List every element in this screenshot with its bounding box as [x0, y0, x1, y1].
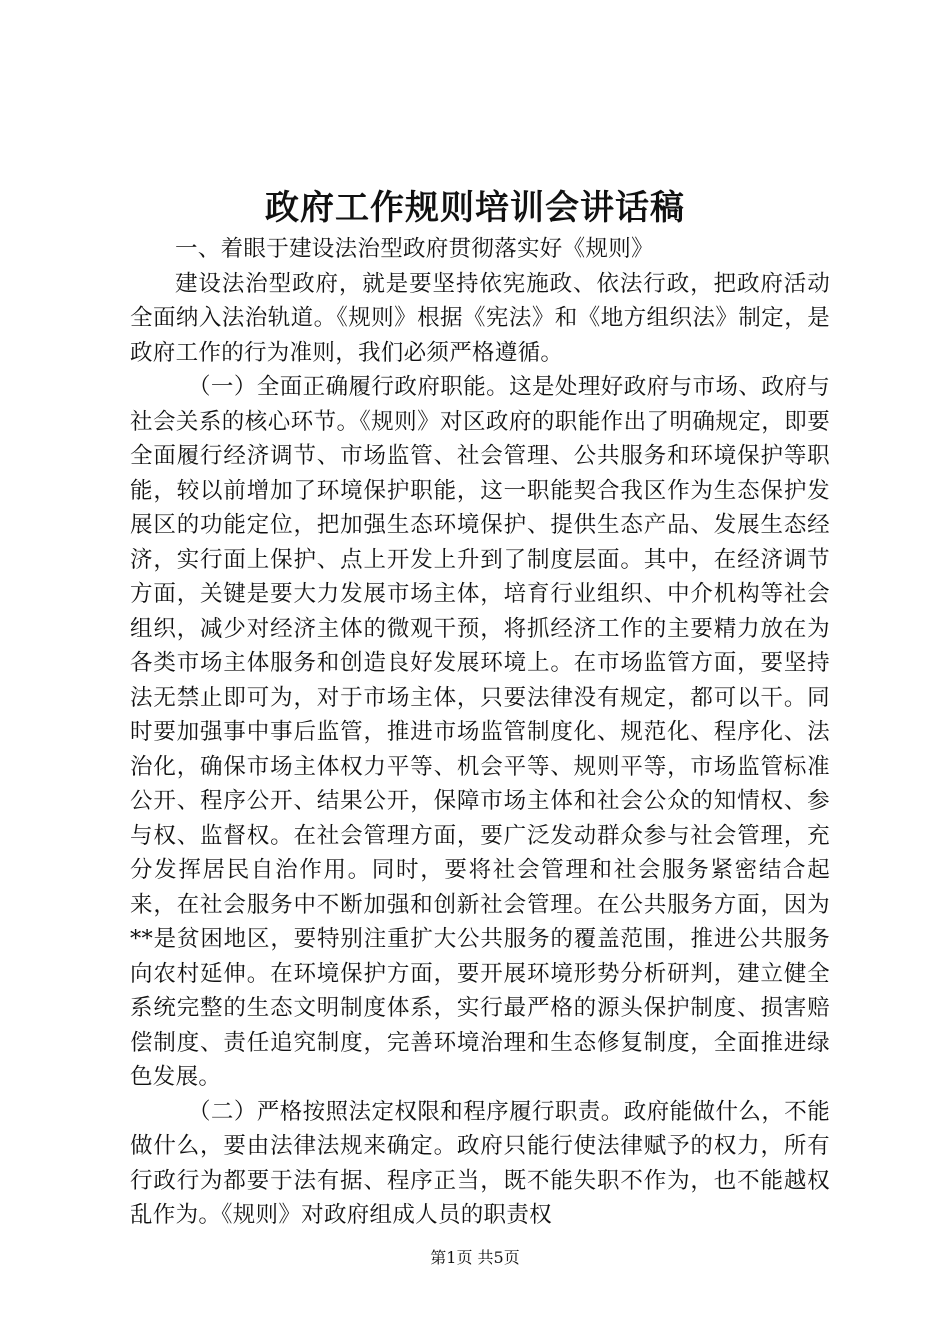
paragraph-part-two: （二）严格按照法定权限和程序履行职责。政府能做什么，不能做什么，要由法律法规来确定。政府只能行使法律赋予的权力，所有行政行为都要于法有据、程序正当，既不能失职不作为，也不能越权乱作为。《规则》对政府组成人员的职责权: [130, 1098, 830, 1228]
paragraph-intro: 建设法治型政府，就是要坚持依宪施政、依法行政，把政府活动全面纳入法治轨道。《规则》根据《宪法》和《地方组织法》制定，是政府工作的行为准则，我们必须严格遵循。: [130, 270, 830, 366]
section-heading: 一、着眼于建设法治型政府贯彻落实好《规则》: [175, 236, 654, 262]
document-title: 政府工作规则培训会讲话稿: [265, 188, 685, 228]
paragraph-part-one: （一）全面正确履行政府职能。这是处理好政府与市场、政府与社会关系的核心环节。《规则》对区政府的职能作出了明确规定，即要全面履行经济调节、市场监管、社会管理、公共服务和环境保护等职能，较以前增加了环境保护职能，这一职能契合我区作为生态保护发展区的功能定位，把加强生态环境保护、提供生态产品、发展生态经济，实行面上保护、点上开发上升到了制度层面。其中，在经济调节方面，关键是要大力发展市场主体，培育行业组织、中介机构等社会组织，减少对经济主体的微观干预，将抓经济工作的主要精力放在为各类市场主体服务和创造良好发展环境上。在市场监管方面，要坚持法无禁止即可为，对于市场主体，只要法律没有规定，都可以干。同时要加强事中事后监管，推进市场监管制度化、规范化、程序化、法治化，确保市场主体权力平等、机会平等、规则平等，市场监管标准公开、程序公开、结果公开，保障市场主体和社会公众的知情权、参与权、监督权。在社会管理方面，要广泛发动群众参与社会管理，充分发挥居民自治作用。同时，要将社会管理和社会服务紧密结合起来，在社会服务中不断加强和创新社会管理。在公共服务方面，因为**是贫困地区，要特别注重扩大公共服务的覆盖范围，推进公共服务向农村延伸。在环境保护方面，要开展环境形势分析研判，建立健全系统完整的生态文明制度体系，实行最严格的源头保护制度、损害赔偿制度、责任追究制度，完善环境治理和生态修复制度，全面推进绿色发展。: [130, 374, 830, 1090]
page-footer: 第1页 共5页: [430, 1248, 520, 1267]
document-body: [130, 232, 830, 1233]
